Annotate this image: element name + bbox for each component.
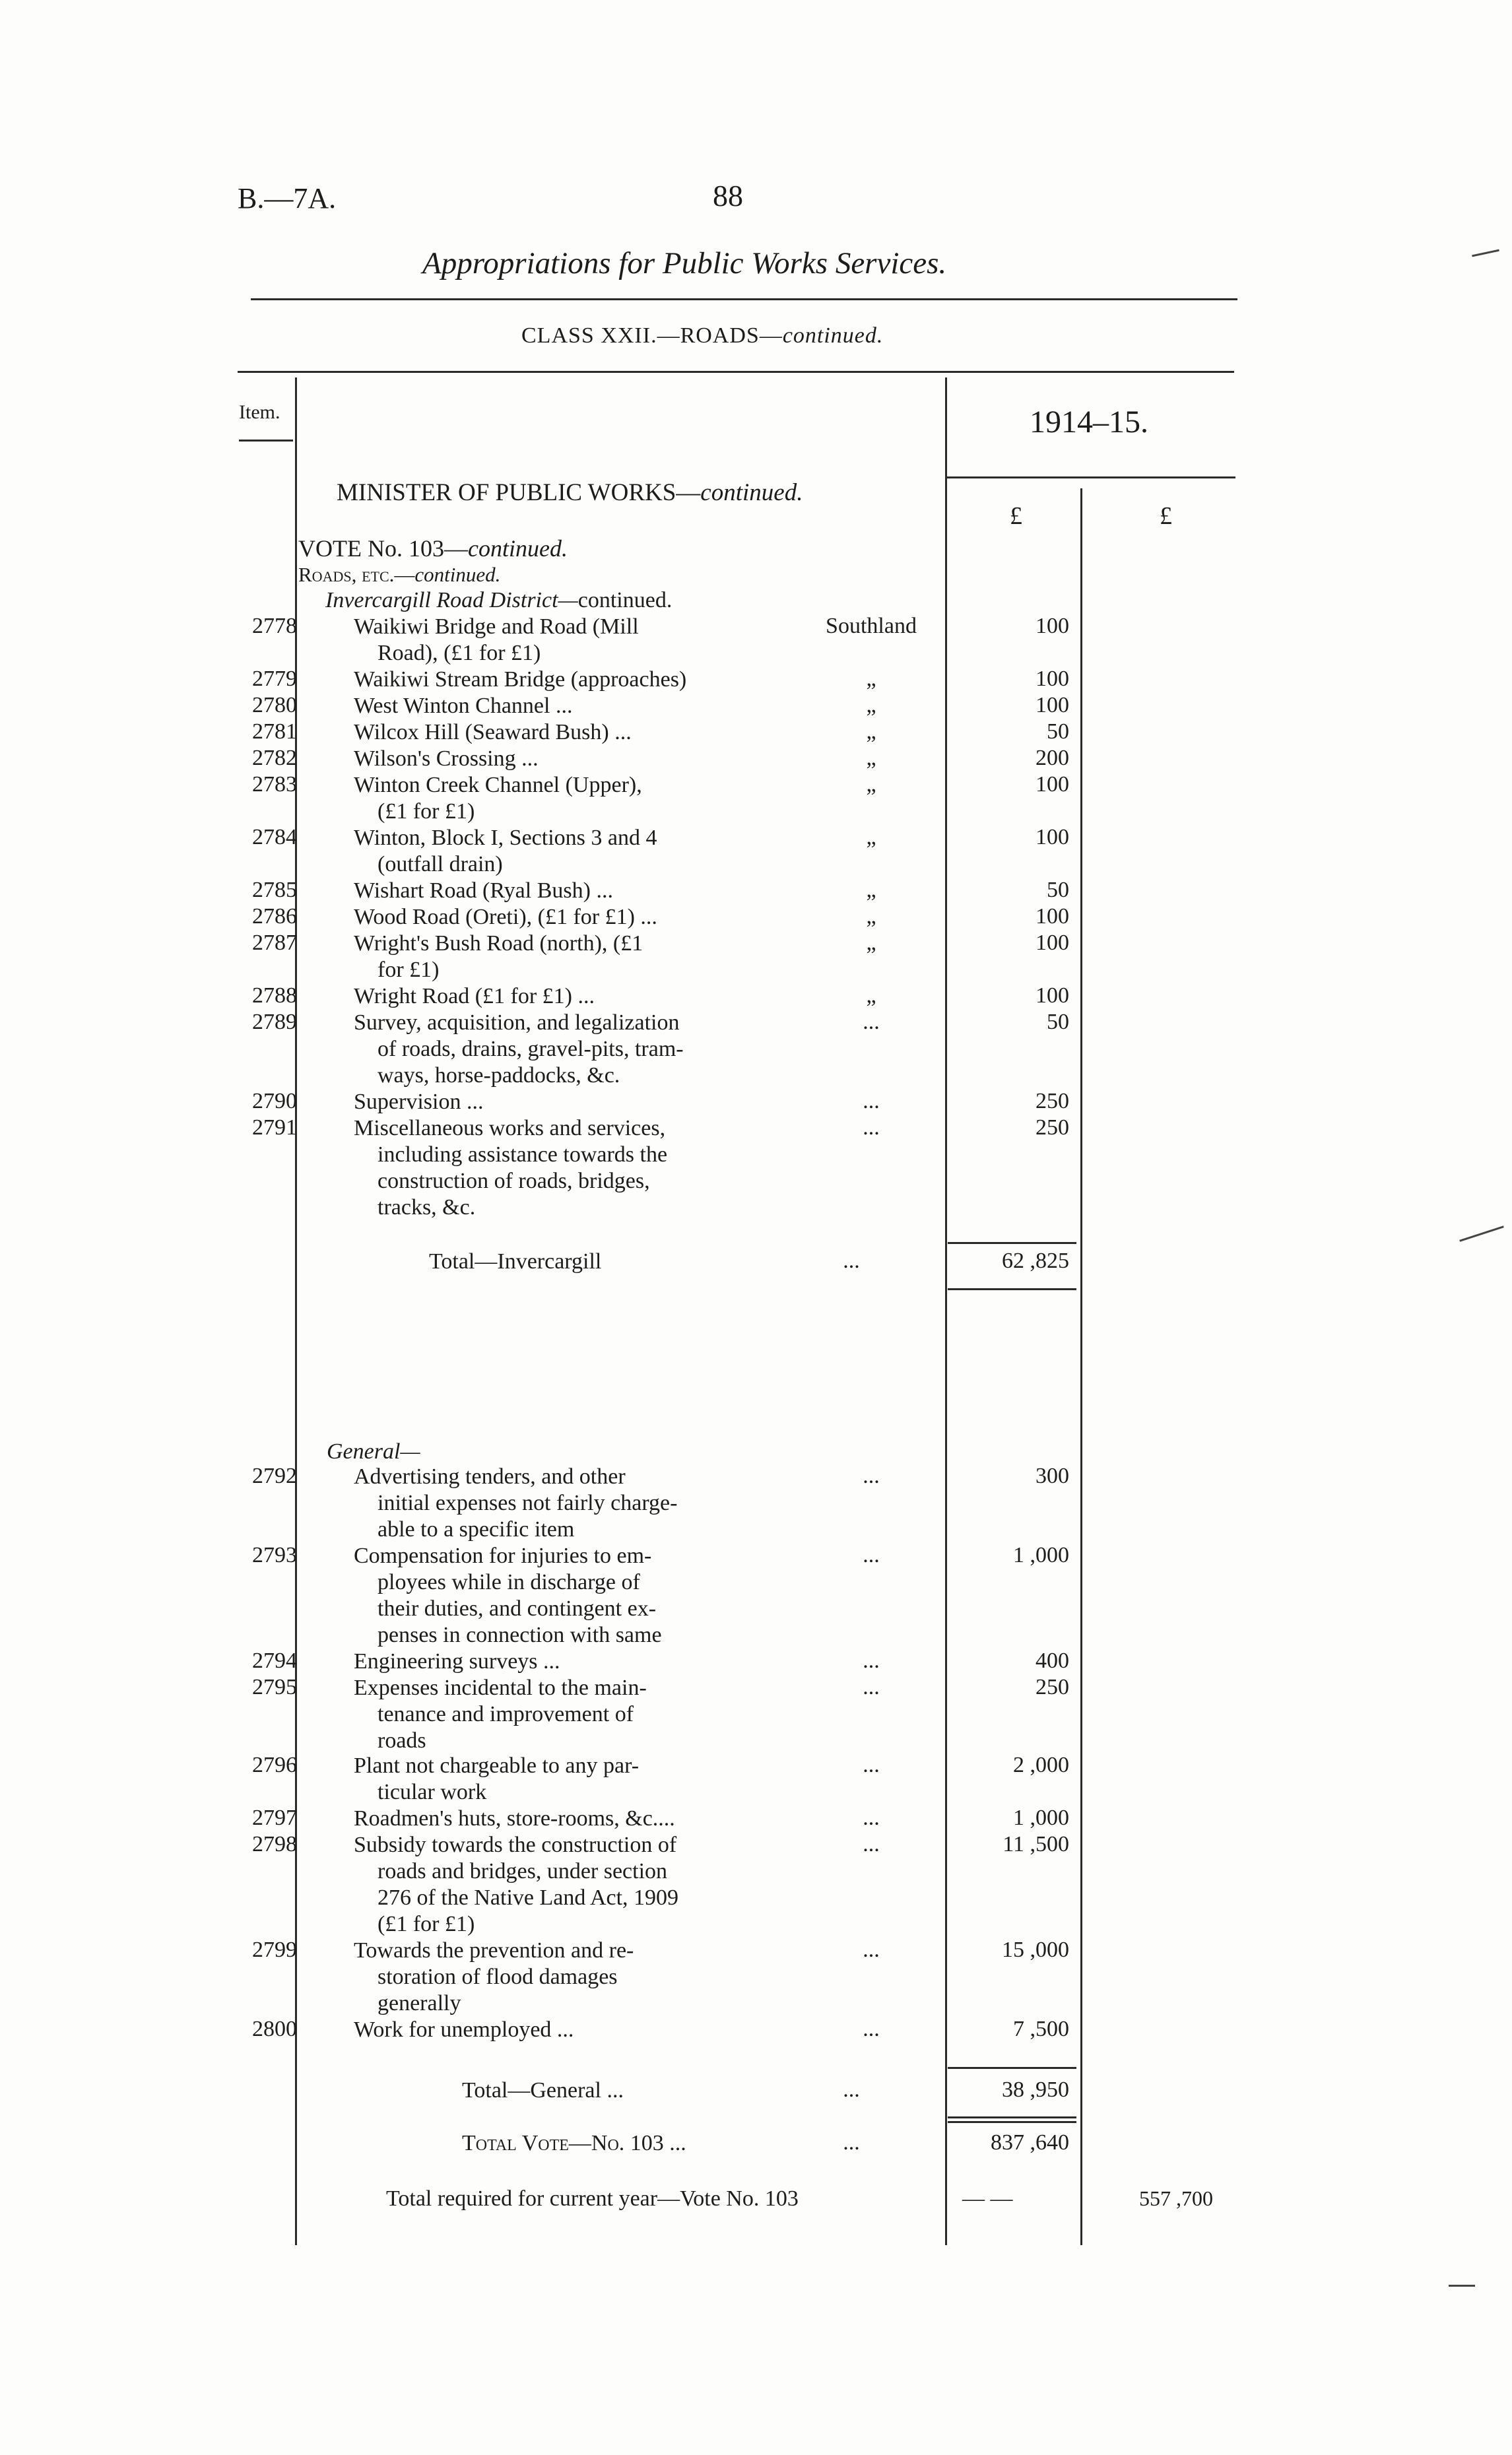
item-number: 2788 (252, 983, 297, 1008)
item-number: 2783 (252, 772, 297, 797)
district-name: ... (863, 1675, 880, 1699)
item-number: 2799 (252, 1938, 297, 1962)
total-required-amount: 557 ,700 (1139, 2186, 1213, 2210)
item-number: 2781 (252, 719, 297, 744)
item-description: Wilson's Crossing ... (354, 746, 539, 771)
item-amount: 100 (1035, 931, 1069, 955)
item-number: 2798 (252, 1832, 297, 1856)
item-description: Wright's Bush Road (north), (£1 (354, 931, 643, 956)
total-general-label: Total—General ... (462, 2078, 624, 2103)
item-description: construction of roads, bridges, (378, 1169, 650, 1193)
item-description: Winton, Block I, Sections 3 and 4 (354, 826, 657, 850)
item-description: Survey, acquisition, and legalization (354, 1010, 680, 1035)
item-description: ways, horse-paddocks, &c. (378, 1063, 620, 1088)
item-description: ployees while in discharge of (378, 1570, 640, 1594)
item-amount: 100 (1035, 983, 1069, 1008)
total-invercargill-dots: ... (843, 1249, 860, 1273)
item-description: their duties, and contingent ex- (378, 1596, 657, 1621)
scan-mark (1449, 2285, 1475, 2287)
item-description: Supervision ... (354, 1090, 484, 1114)
item-description: Compensation for injuries to em- (354, 1544, 652, 1568)
district-name: ... (863, 1010, 880, 1034)
item-description: Advertising tenders, and other (354, 1464, 626, 1489)
item-amount: 50 (1047, 878, 1069, 902)
item-description: Subsidy towards the construction of (354, 1833, 677, 1857)
item-number: 2785 (252, 878, 297, 902)
district-name: „ (866, 983, 876, 1008)
item-amount: 100 (1035, 614, 1069, 638)
item-description: for £1) (378, 958, 440, 982)
item-amount: 7 ,500 (1013, 2017, 1069, 2041)
item-amount: 300 (1035, 1464, 1069, 1488)
item-number: 2786 (252, 904, 297, 929)
item-description: penses in connection with same (378, 1623, 662, 1647)
year-column-header: 1914–15. (1030, 405, 1148, 440)
district-name: „ (866, 931, 876, 955)
item-amount: 400 (1035, 1649, 1069, 1673)
item-amount: 250 (1035, 1115, 1069, 1140)
item-column-header: Item. (239, 401, 280, 423)
item-description: generally (378, 1991, 461, 2015)
document-reference: B.—7A. (238, 182, 337, 214)
item-amount: 100 (1035, 825, 1069, 849)
item-amount: 11 ,500 (1003, 1832, 1069, 1856)
item-description: Road), (£1 for £1) (378, 641, 541, 665)
district-name: ... (863, 1464, 880, 1488)
item-description: tenance and improvement of (378, 1702, 634, 1726)
item-number: 2795 (252, 1675, 297, 1699)
district-name: ... (863, 1115, 880, 1140)
total-invercargill-amount: 62 ,825 (1002, 1249, 1069, 1273)
item-number: 2794 (252, 1649, 297, 1673)
district-name: Southland (826, 614, 917, 638)
district-name: ... (863, 2017, 880, 2041)
item-number: 2792 (252, 1464, 297, 1488)
district-name: „ (866, 693, 876, 717)
district-name: ... (863, 1938, 880, 1962)
item-description: Towards the prevention and re- (354, 1938, 634, 1963)
item-description: West Winton Channel ... (354, 694, 573, 718)
item-number: 2780 (252, 693, 297, 717)
item-number: 2797 (252, 1806, 297, 1830)
district-name: ... (863, 1806, 880, 1830)
total-general-dots: ... (843, 2078, 860, 2102)
item-description: tracks, &c. (378, 1195, 476, 1220)
total-invercargill-label: Total—Invercargill (429, 1249, 602, 1274)
item-description: Wilcox Hill (Seaward Bush) ... (354, 720, 632, 744)
item-amount: 100 (1035, 667, 1069, 691)
item-number: 2796 (252, 1753, 297, 1777)
item-number: 2779 (252, 667, 297, 691)
district-name: „ (866, 719, 876, 744)
item-description: Plant not chargeable to any par- (354, 1753, 640, 1778)
item-description: (£1 for £1) (378, 1912, 475, 1936)
district-name: „ (866, 878, 876, 902)
item-amount: 50 (1047, 1010, 1069, 1034)
currency-symbol: £ (1160, 502, 1172, 530)
district-name: „ (866, 772, 876, 797)
item-description: roads (378, 1728, 426, 1753)
item-description: Wishart Road (Ryal Bush) ... (354, 878, 613, 903)
item-amount: 250 (1035, 1675, 1069, 1699)
minister-heading: MINISTER OF PUBLIC WORKS—continued. (337, 479, 803, 506)
district-name: ... (863, 1832, 880, 1856)
item-number: 2800 (252, 2017, 297, 2041)
item-description: Roadmen's huts, store-rooms, &c.... (354, 1806, 675, 1831)
total-vote-dots: ... (843, 2130, 860, 2155)
vote-heading: VOTE No. 103—continued. (298, 535, 568, 562)
district-name: „ (866, 825, 876, 849)
currency-symbol: £ (1010, 502, 1022, 530)
district-name: ... (863, 1753, 880, 1777)
amount-column-rule-left (945, 377, 947, 2245)
item-amount: 50 (1047, 719, 1069, 744)
total-required-label: Total required for current year—Vote No. 103 (386, 2186, 799, 2211)
item-description: (outfall drain) (378, 852, 503, 876)
item-description: Wood Road (Oreti), (£1 for £1) ... (354, 905, 657, 929)
item-number: 2787 (252, 931, 297, 955)
scan-mark (1472, 249, 1499, 257)
page-number: 88 (713, 179, 743, 213)
item-description: including assistance towards the (378, 1142, 668, 1167)
item-description: Expenses incidental to the main- (354, 1676, 647, 1700)
item-description: ticular work (378, 1780, 487, 1804)
item-amount: 1 ,000 (1013, 1543, 1069, 1567)
district-name: „ (866, 746, 876, 770)
district-heading: Invercargill Road District—continued. (325, 588, 673, 612)
total-vote-amount: 837 ,640 (991, 2130, 1069, 2155)
item-description: able to a specific item (378, 1517, 575, 1542)
general-heading: General— (327, 1439, 420, 1464)
item-description: initial expenses not fairly charge- (378, 1491, 678, 1515)
class-title: CLASS XXII.—ROADS—continued. (521, 323, 884, 348)
item-description: Waikiwi Bridge and Road (Mill (354, 614, 639, 639)
district-name: ... (863, 1543, 880, 1567)
item-description: Winton Creek Channel (Upper), (354, 773, 642, 797)
item-description: (£1 for £1) (378, 799, 475, 824)
total-general-amount: 38 ,950 (1002, 2078, 1069, 2102)
item-number: 2790 (252, 1089, 297, 1113)
district-name: „ (866, 904, 876, 929)
item-number: 2784 (252, 825, 297, 849)
item-description: roads and bridges, under section (378, 1859, 668, 1883)
total-required-dash: — — (962, 2186, 1013, 2211)
item-amount: 1 ,000 (1013, 1806, 1069, 1830)
item-amount: 2 ,000 (1013, 1753, 1069, 1777)
item-description: Miscellaneous works and services, (354, 1116, 666, 1140)
item-amount: 200 (1035, 746, 1069, 770)
item-column-rule (295, 377, 297, 2245)
item-amount: 100 (1035, 772, 1069, 797)
item-number: 2789 (252, 1010, 297, 1034)
item-description: Work for unemployed ... (354, 2017, 574, 2042)
item-number: 2793 (252, 1543, 297, 1567)
item-description: storation of flood damages (378, 1965, 618, 1989)
item-amount: 100 (1035, 693, 1069, 717)
item-number: 2791 (252, 1115, 297, 1140)
item-number: 2778 (252, 614, 297, 638)
scan-mark (1459, 1226, 1504, 1241)
amount-column-rule-mid (1080, 488, 1082, 2245)
district-name: ... (863, 1649, 880, 1673)
roads-heading: Roads, etc.—continued. (298, 563, 501, 586)
page-title: Appropriations for Public Works Services. (422, 246, 947, 280)
item-description: of roads, drains, gravel-pits, tram- (378, 1037, 684, 1061)
total-vote-label: Total Vote—No. 103 ... (462, 2131, 686, 2155)
item-description: Waikiwi Stream Bridge (approaches) (354, 667, 687, 692)
item-description: Engineering surveys ... (354, 1649, 560, 1674)
item-amount: 15 ,000 (1002, 1938, 1069, 1962)
item-amount: 100 (1035, 904, 1069, 929)
item-description: Wright Road (£1 for £1) ... (354, 984, 595, 1008)
item-description: 276 of the Native Land Act, 1909 (378, 1885, 679, 1910)
item-amount: 250 (1035, 1089, 1069, 1113)
district-name: ... (863, 1089, 880, 1113)
district-name: „ (866, 667, 876, 691)
item-number: 2782 (252, 746, 297, 770)
